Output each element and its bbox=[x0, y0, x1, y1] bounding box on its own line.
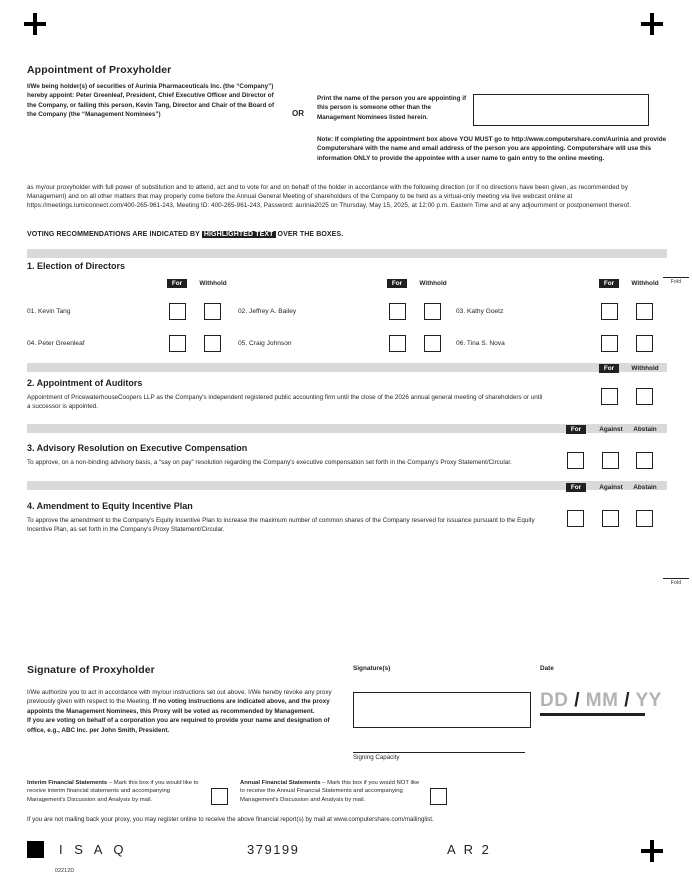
footer-job-code: A R 2 bbox=[447, 842, 492, 857]
separator-band-1 bbox=[27, 249, 667, 258]
crop-mark-bottom-right bbox=[641, 840, 663, 862]
checkbox-nominee-03-for[interactable] bbox=[601, 303, 618, 320]
proposal-2-title: 2. Appointment of Auditors bbox=[27, 378, 143, 388]
proposal-4-title: 4. Amendment to Equity Incentive Plan bbox=[27, 501, 193, 511]
nominee-row bbox=[27, 340, 85, 347]
appointment-note: Note: If completing the appointment box above YOU MUST go to http://www.computershare.com/Aurinia and provide Computershare with the name and email address of the person you are appointing. Computershare will use this information ONLY to provide the appointee with a user name to gain entry to the online meeting. bbox=[317, 136, 667, 162]
footer-reference-row bbox=[27, 840, 627, 862]
checkbox-nominee-03-withhold[interactable] bbox=[636, 303, 653, 320]
nominee-name: Craig Johnson bbox=[249, 340, 292, 347]
column-header-withhold-item2: Withhold bbox=[631, 365, 659, 372]
checkbox-item3-for[interactable] bbox=[567, 452, 584, 469]
column-header-for-item4: For bbox=[566, 483, 586, 492]
checkbox-annual-financial-statements[interactable] bbox=[430, 788, 447, 805]
nominee-row bbox=[238, 308, 296, 315]
column-header-for-2: For bbox=[387, 279, 407, 288]
checkbox-interim-financial-statements[interactable] bbox=[211, 788, 228, 805]
appointment-title: Appointment of Proxyholder bbox=[27, 64, 172, 76]
column-header-withhold-1: Withhold bbox=[199, 280, 227, 287]
appointment-section bbox=[27, 64, 665, 163]
date-separator-2: / bbox=[624, 690, 631, 711]
nominee-number: 01. bbox=[27, 308, 37, 315]
column-header-for-item3: For bbox=[566, 425, 586, 434]
checkbox-nominee-05-for[interactable] bbox=[389, 335, 406, 352]
checkbox-item2-for[interactable] bbox=[601, 388, 618, 405]
nominee-number: 04. bbox=[27, 340, 37, 347]
signature-instructions-emphasis-2: If you are voting on behalf of a corporation you are required to provide your name and designation of office, e.g., ABC Inc. per John Smith, President. bbox=[27, 717, 330, 734]
fold-rule bbox=[663, 578, 689, 579]
column-header-for-1: For bbox=[167, 279, 187, 288]
checkbox-nominee-04-for[interactable] bbox=[169, 335, 186, 352]
fold-marker-label: Fold bbox=[670, 580, 682, 586]
column-header-for-3: For bbox=[599, 279, 619, 288]
checkbox-nominee-04-withhold[interactable] bbox=[204, 335, 221, 352]
crop-mark-top-right bbox=[641, 13, 663, 35]
alignment-square-marker bbox=[27, 841, 44, 858]
fold-marker-bottom bbox=[663, 578, 689, 586]
checkbox-nominee-01-for[interactable] bbox=[169, 303, 186, 320]
signature-instructions bbox=[27, 688, 337, 735]
interim-statements-description: – Mark this box if you would like to receive interim financial statements and accompanying Management's Discussion and Analysis by mail. bbox=[27, 780, 199, 803]
signature-instructions-plain: I/We authorize you to act in accordance with my/our instructions set out above. I/We hereby revoke any proxy previously given with respect to the Meeting. bbox=[27, 689, 332, 706]
checkbox-nominee-05-withhold[interactable] bbox=[424, 335, 441, 352]
checkbox-nominee-02-withhold[interactable] bbox=[424, 303, 441, 320]
column-header-withhold-3: Withhold bbox=[631, 280, 659, 287]
signature-instructions-emphasis-1: If no voting instructions are indicated above, and the proxy appoints the Management Nominees, this Proxy will be voted as recommended by Management. bbox=[27, 698, 330, 715]
nominee-row bbox=[27, 308, 71, 315]
checkbox-item4-abstain[interactable] bbox=[636, 510, 653, 527]
separator-band-2 bbox=[27, 363, 667, 372]
date-field-label: Date bbox=[540, 665, 554, 672]
print-name-instruction: Print the name of the person you are appointing if this person is someone other than the Management Nominees listed herein. bbox=[317, 95, 467, 121]
signature-section-title: Signature of Proxyholder bbox=[27, 664, 155, 676]
checkbox-item3-abstain[interactable] bbox=[636, 452, 653, 469]
mailing-list-note: If you are not mailing back your proxy, you may register online to receive the above financial report(s) by mail at www.computershare.com/mailinglist. bbox=[27, 816, 434, 823]
column-header-against-item3: Against bbox=[599, 426, 623, 433]
voting-recommendation-highlight: HIGHLIGHTED TEXT bbox=[203, 231, 274, 238]
footer-holder-code: I S A Q bbox=[59, 842, 128, 857]
checkbox-item3-against[interactable] bbox=[602, 452, 619, 469]
nominee-name: Peter Greenleaf bbox=[38, 340, 85, 347]
annual-statements-label: Annual Financial Statements bbox=[240, 780, 321, 786]
column-header-against-item4: Against bbox=[599, 484, 623, 491]
date-day-placeholder: DD bbox=[540, 690, 569, 711]
nominee-row bbox=[238, 340, 292, 347]
checkbox-item4-against[interactable] bbox=[602, 510, 619, 527]
footer-form-code: 02212D bbox=[55, 868, 75, 874]
date-month-placeholder: MM bbox=[585, 690, 619, 711]
checkbox-nominee-06-withhold[interactable] bbox=[636, 335, 653, 352]
column-header-withhold-2: Withhold bbox=[419, 280, 447, 287]
checkbox-nominee-01-withhold[interactable] bbox=[204, 303, 221, 320]
interim-statements-text bbox=[27, 779, 202, 804]
column-header-for-item2: For bbox=[599, 364, 619, 373]
voting-recommendation-prefix: VOTING RECOMMENDATIONS ARE INDICATED BY bbox=[27, 231, 202, 238]
date-separator-1: / bbox=[574, 690, 581, 711]
column-header-abstain-item4: Abstain bbox=[633, 484, 657, 491]
proxyholder-name-input[interactable] bbox=[473, 94, 649, 126]
date-rule bbox=[540, 713, 645, 716]
fold-rule bbox=[663, 277, 689, 278]
proposal-4-description: To approve the amendment to the Company's Equity Incentive Plan to increase the maximum number of common shares of the Company reserved for issuance pursuant to the Equity Incentive Plan, as set forth in the Company's Proxy Statement/Circular. bbox=[27, 517, 535, 534]
footer-control-number: 379199 bbox=[247, 842, 300, 857]
proposal-1-title: 1. Election of Directors bbox=[27, 261, 126, 271]
annual-statements-description: – Mark this box if you would NOT like to receive the Annual Financial Statements and accompanying Management's Discussion and Analysis by mail. bbox=[240, 780, 420, 803]
voting-recommendation-suffix: OVER THE BOXES. bbox=[275, 231, 344, 238]
date-input[interactable] bbox=[540, 690, 662, 712]
nominee-number: 02. bbox=[238, 308, 248, 315]
nominee-name: Jeffrey A. Bailey bbox=[249, 308, 297, 315]
column-header-abstain-item3: Abstain bbox=[633, 426, 657, 433]
nominee-name: Kevin Tang bbox=[38, 308, 71, 315]
date-year-placeholder: YY bbox=[635, 690, 662, 711]
proposal-3-description: To approve, on a non-binding advisory basis, a “say on pay” resolution regarding the Company's executive compensation set forth in the Company's Proxy Statement/Circular. bbox=[27, 459, 512, 466]
signing-capacity-rule bbox=[353, 752, 525, 753]
nominee-row bbox=[456, 340, 505, 347]
fold-marker-label: Fold bbox=[670, 279, 682, 285]
appointment-or-label: OR bbox=[292, 109, 304, 118]
checkbox-nominee-06-for[interactable] bbox=[601, 335, 618, 352]
proposal-3-title: 3. Advisory Resolution on Executive Compensation bbox=[27, 443, 248, 453]
proposal-2-description: Appointment of PricewaterhouseCoopers LLP as the Company's independent registered public accounting firm until the close of the 2026 annual general meeting of shareholders or until a successor is appointed. bbox=[27, 394, 543, 411]
crop-mark-top-left bbox=[24, 13, 46, 35]
appointment-row bbox=[27, 82, 665, 126]
nominee-name: Tina S. Nova bbox=[466, 340, 505, 347]
nominee-number: 03. bbox=[456, 308, 466, 315]
signature-field-label: Signature(s) bbox=[353, 665, 391, 672]
signing-capacity-label: Signing Capacity bbox=[353, 754, 400, 761]
nominee-number: 05. bbox=[238, 340, 248, 347]
fold-marker-top bbox=[663, 277, 689, 285]
signature-input[interactable] bbox=[353, 692, 531, 728]
voting-recommendation-line bbox=[27, 231, 667, 238]
annual-statements-text bbox=[240, 779, 420, 804]
nominee-row bbox=[456, 308, 503, 315]
nominee-number: 06. bbox=[456, 340, 466, 347]
appointment-statement: I/We being holder(s) of securities of Aurinia Pharmaceuticals Inc. (the “Company”) hereby appoint: Peter Greenleaf, President, Chief Executive Officer and Director of the Company, or failing this person, Kevin Tang, Director and Chair of the Board of the Company (the “Management Nominees”) bbox=[27, 83, 275, 119]
interim-statements-label: Interim Financial Statements bbox=[27, 780, 108, 786]
proxy-authority-paragraph: as my/our proxyholder with full power of substitution and to attend, act and to vote for and on behalf of the holder in accordance with the following direction (or if no directions have been given, as recommended by Management) and on all other matters that may properly come before the Annual General Meeting of shareholders of the Company to be held as a virtual-only meeting via live webcast online at https://meetings.lumiconnect.com/400-265-961-243, Meeting ID: 400-265-961-243, Password: aurinia2025 on Thursday, May 15, 2025, at 12:00 p.m. Eastern Time and at any adjournment or postponement thereof. bbox=[27, 184, 631, 210]
checkbox-item4-for[interactable] bbox=[567, 510, 584, 527]
nominee-name: Kathy Goetz bbox=[467, 308, 504, 315]
checkbox-item2-withhold[interactable] bbox=[636, 388, 653, 405]
appointment-right-column bbox=[317, 82, 665, 126]
checkbox-nominee-02-for[interactable] bbox=[389, 303, 406, 320]
